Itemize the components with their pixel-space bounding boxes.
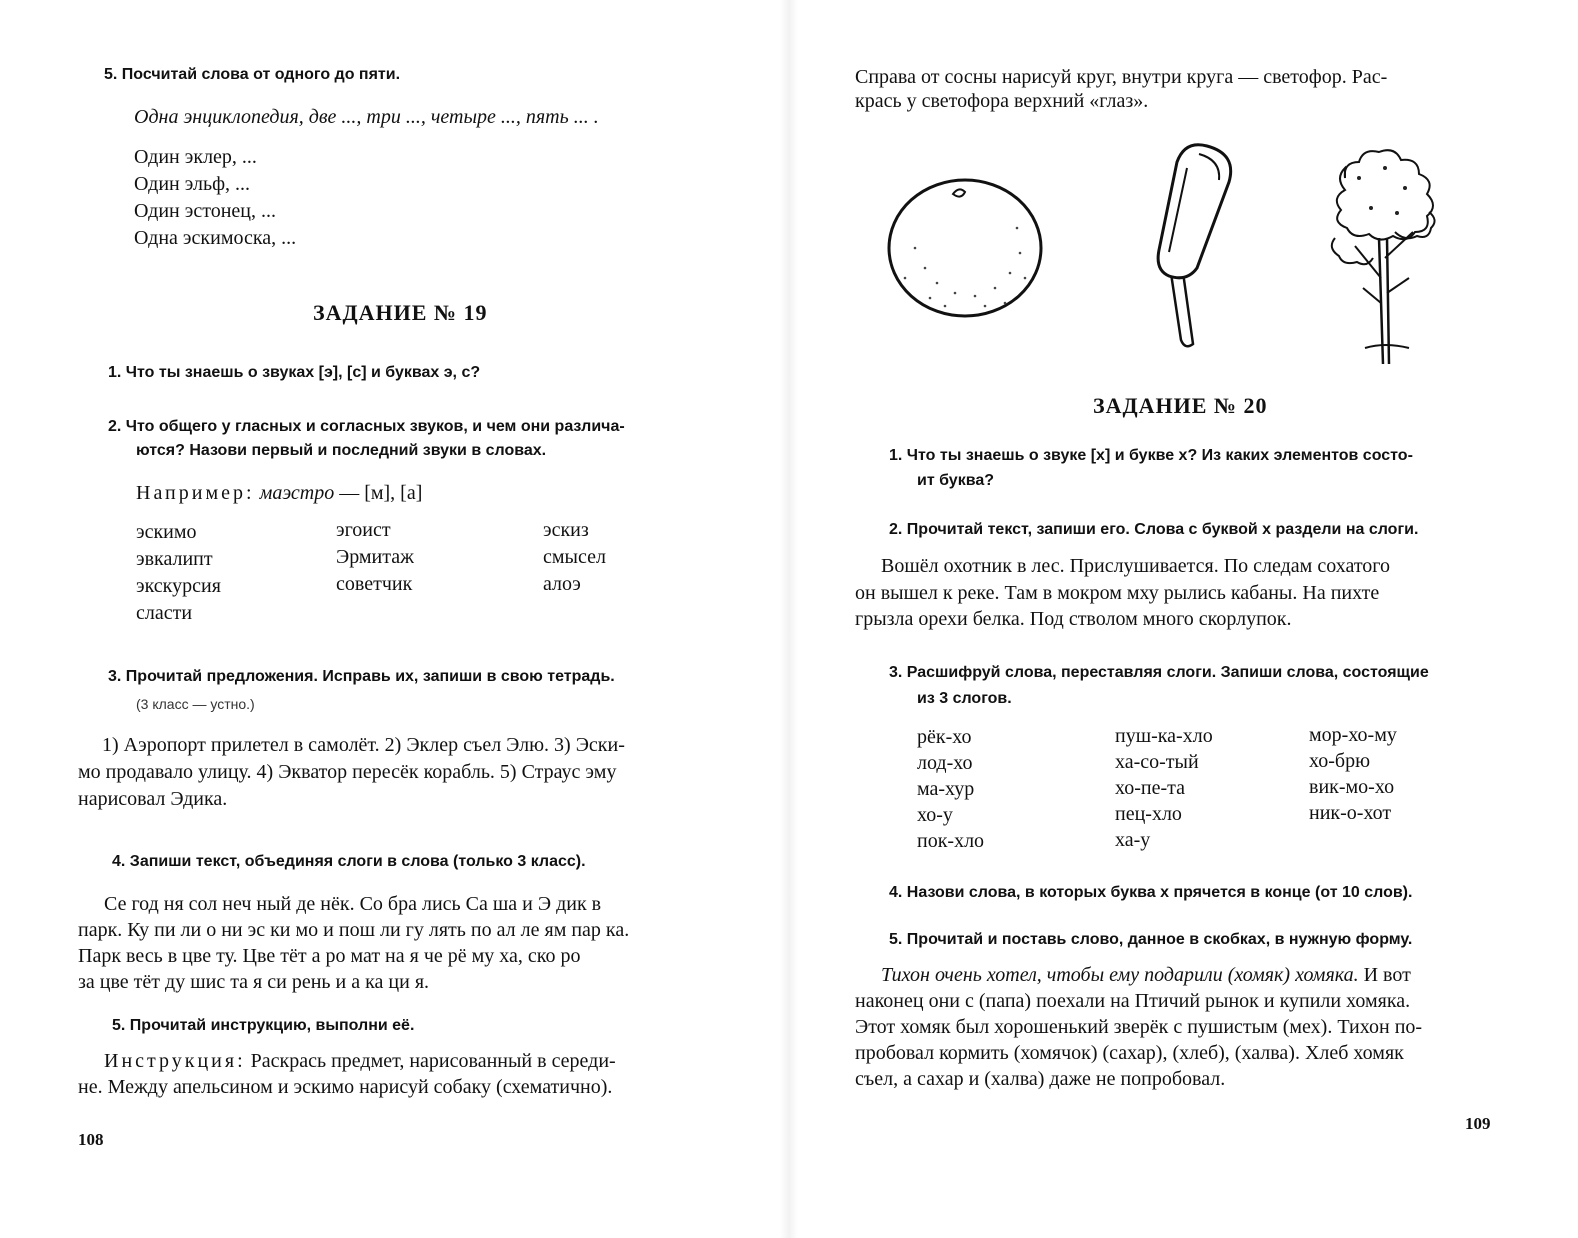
word: эскиз <box>543 519 589 541</box>
example-word: маэстро <box>259 482 335 504</box>
paragraph-line: Вошёл охотник в лес. Прислушивается. По следам сохатого <box>881 555 1390 577</box>
paragraph-line: Этот хомяк был хорошенький зверёк с пушистым (мех). Тихон по- <box>855 1016 1423 1038</box>
paragraph-line <box>881 964 1411 987</box>
task-20-question-1-cont: ит буква? <box>917 472 994 489</box>
task-20-question-4: 4. Назови слова, в которых буква х прячется в конце (от 10 слов). <box>889 884 1413 901</box>
paragraph-line: он вышел к реке. Там в мокром мху рылись кабаны. На пихте <box>855 582 1380 604</box>
paragraph-line: Се год ня сол неч ный де нёк. Со бра лись Са ша и Э дик в <box>104 893 602 915</box>
list-item: Один эклер, ... <box>134 146 257 168</box>
task-19-question-2-cont: ются? Назови первый и последний звуки в словах. <box>136 442 547 459</box>
task-20-question-2: 2. Прочитай текст, запиши его. Слова с буквой х раздели на слоги. <box>889 521 1419 538</box>
instruction-line <box>104 1050 616 1073</box>
syllable-word: хо-пе-та <box>1115 777 1185 799</box>
task-20-title: ЗАДАНИЕ № 20 <box>1093 393 1268 418</box>
task-19-question-1: 1. Что ты знаешь о звуках [э], [с] и буквах э, с? <box>108 364 481 381</box>
pine-tree-icon <box>1325 128 1445 368</box>
syllable-word: лод-хо <box>917 752 973 774</box>
task-20-question-5: 5. Прочитай и поставь слово, данное в скобках, в нужную форму. <box>889 931 1413 948</box>
list-item: Один эльф, ... <box>134 173 251 195</box>
list-item: Одна эскимоска, ... <box>134 227 297 249</box>
task-20-question-3: 3. Расшифруй слова, переставляя слоги. Запиши слова, состоящие <box>889 664 1429 681</box>
right-page <box>789 0 1578 1238</box>
orange-icon <box>885 168 1045 318</box>
syllable-word: мор-хо-му <box>1309 724 1397 746</box>
task-19-question-5: 5. Прочитай инструкцию, выполни её. <box>112 1017 415 1034</box>
syllable-word: ма-хур <box>917 778 975 800</box>
syllable-word: ник-о-хот <box>1309 802 1392 824</box>
syllable-word: пуш-ка-хло <box>1115 725 1213 747</box>
paragraph-line: грызла орехи белка. Под стволом много скорлупок. <box>855 608 1292 630</box>
word: Эрмитаж <box>336 546 414 568</box>
task-19-title: ЗАДАНИЕ № 19 <box>313 300 488 325</box>
syllable-word: хо-брю <box>1309 750 1371 772</box>
paragraph-line: мо продавало улицу. 4) Экватор пересёк корабль. 5) Страус эму <box>78 761 617 783</box>
task-19-question-3: 3. Прочитай предложения. Исправь их, запиши в свою тетрадь. <box>108 668 615 685</box>
syllable-word: хо-у <box>917 804 953 826</box>
word: смысел <box>543 546 606 568</box>
paragraph-line: Парк весь в цве ту. Цве тёт а ро мат на я че рё му ха, ско ро <box>78 945 581 967</box>
word: сласти <box>136 602 193 624</box>
task-19-question-2: 2. Что общего у гласных и согласных звуков, и чем они различа- <box>108 418 625 435</box>
paragraph-line: нарисовал Эдика. <box>78 788 228 810</box>
example-line <box>136 482 422 505</box>
word: экскурсия <box>136 575 221 597</box>
instruction-text: Раскрась предмет, нарисованный в середи- <box>245 1050 616 1072</box>
syllable-word: рёк-хо <box>917 726 972 748</box>
example-sounds: — [м], [а] <box>339 482 423 504</box>
exercise-5-example: Одна энциклопедия, две ..., три ..., четыре ..., пять ... . <box>134 106 599 128</box>
paragraph-line: Справа от сосны нарисуй круг, внутри круга — светофор. Рас- <box>855 66 1388 88</box>
paragraph-line: пробовал кормить (хомячок) (сахар), (хлеб), (халва). Хлеб хомяк <box>855 1042 1404 1064</box>
syllable-word: вик-мо-хо <box>1309 776 1395 798</box>
example-label: Например: <box>136 482 255 504</box>
story-rest: И вот <box>1358 964 1411 986</box>
word: эскимо <box>136 521 197 543</box>
task-20-question-3-cont: из 3 слогов. <box>917 690 1012 707</box>
word: алоэ <box>543 573 581 595</box>
word: эгоист <box>336 519 391 541</box>
syllable-word: пок-хло <box>917 830 985 852</box>
syllable-word: ха-у <box>1115 829 1151 851</box>
paragraph-line: за цве тёт ду шис та я си рень и а ка ци я. <box>78 971 430 993</box>
paragraph-line: парк. Ку пи ли о ни эс ки мо и пош ли гу лять по ал ле ям пар ка. <box>78 919 630 941</box>
task-19-question-4: 4. Запиши текст, объединяя слоги в слова (только 3 класс). <box>112 853 586 870</box>
paragraph-line: крась у светофора верхний «глаз». <box>855 90 1149 112</box>
syllable-word: ха-со-тый <box>1115 751 1199 773</box>
paragraph-line: наконец они с (папа) поехали на Птичий рынок и купили хомяка. <box>855 990 1411 1012</box>
syllable-word: пец-хло <box>1115 803 1182 825</box>
paragraph-line: не. Между апельсином и эскимо нарисуй собаку (схематично). <box>78 1076 613 1098</box>
story-italic: Тихон очень хотел, чтобы ему подарили (хомяк) хомяка. <box>881 964 1359 986</box>
page-number: 108 <box>78 1130 104 1149</box>
popsicle-icon <box>1139 140 1249 355</box>
instruction-label: Инструкция: <box>104 1050 246 1072</box>
exercise-5-heading: 5. Посчитай слова от одного до пяти. <box>104 66 401 83</box>
task-20-question-1: 1. Что ты знаешь о звуке [х] и букве х? Из каких элементов состо- <box>889 447 1413 464</box>
word: советчик <box>336 573 413 595</box>
word: эвкалипт <box>136 548 213 570</box>
paragraph-line: съел, а сахар и (халва) даже не попробовал. <box>855 1068 1226 1090</box>
list-item: Один эстонец, ... <box>134 200 276 222</box>
paragraph-line: 1) Аэропорт прилетел в самолёт. 2) Эклер съел Элю. 3) Эски- <box>102 734 625 756</box>
page-number: 109 <box>1465 1114 1491 1133</box>
task-19-question-3-note: (3 класс — устно.) <box>136 696 255 712</box>
